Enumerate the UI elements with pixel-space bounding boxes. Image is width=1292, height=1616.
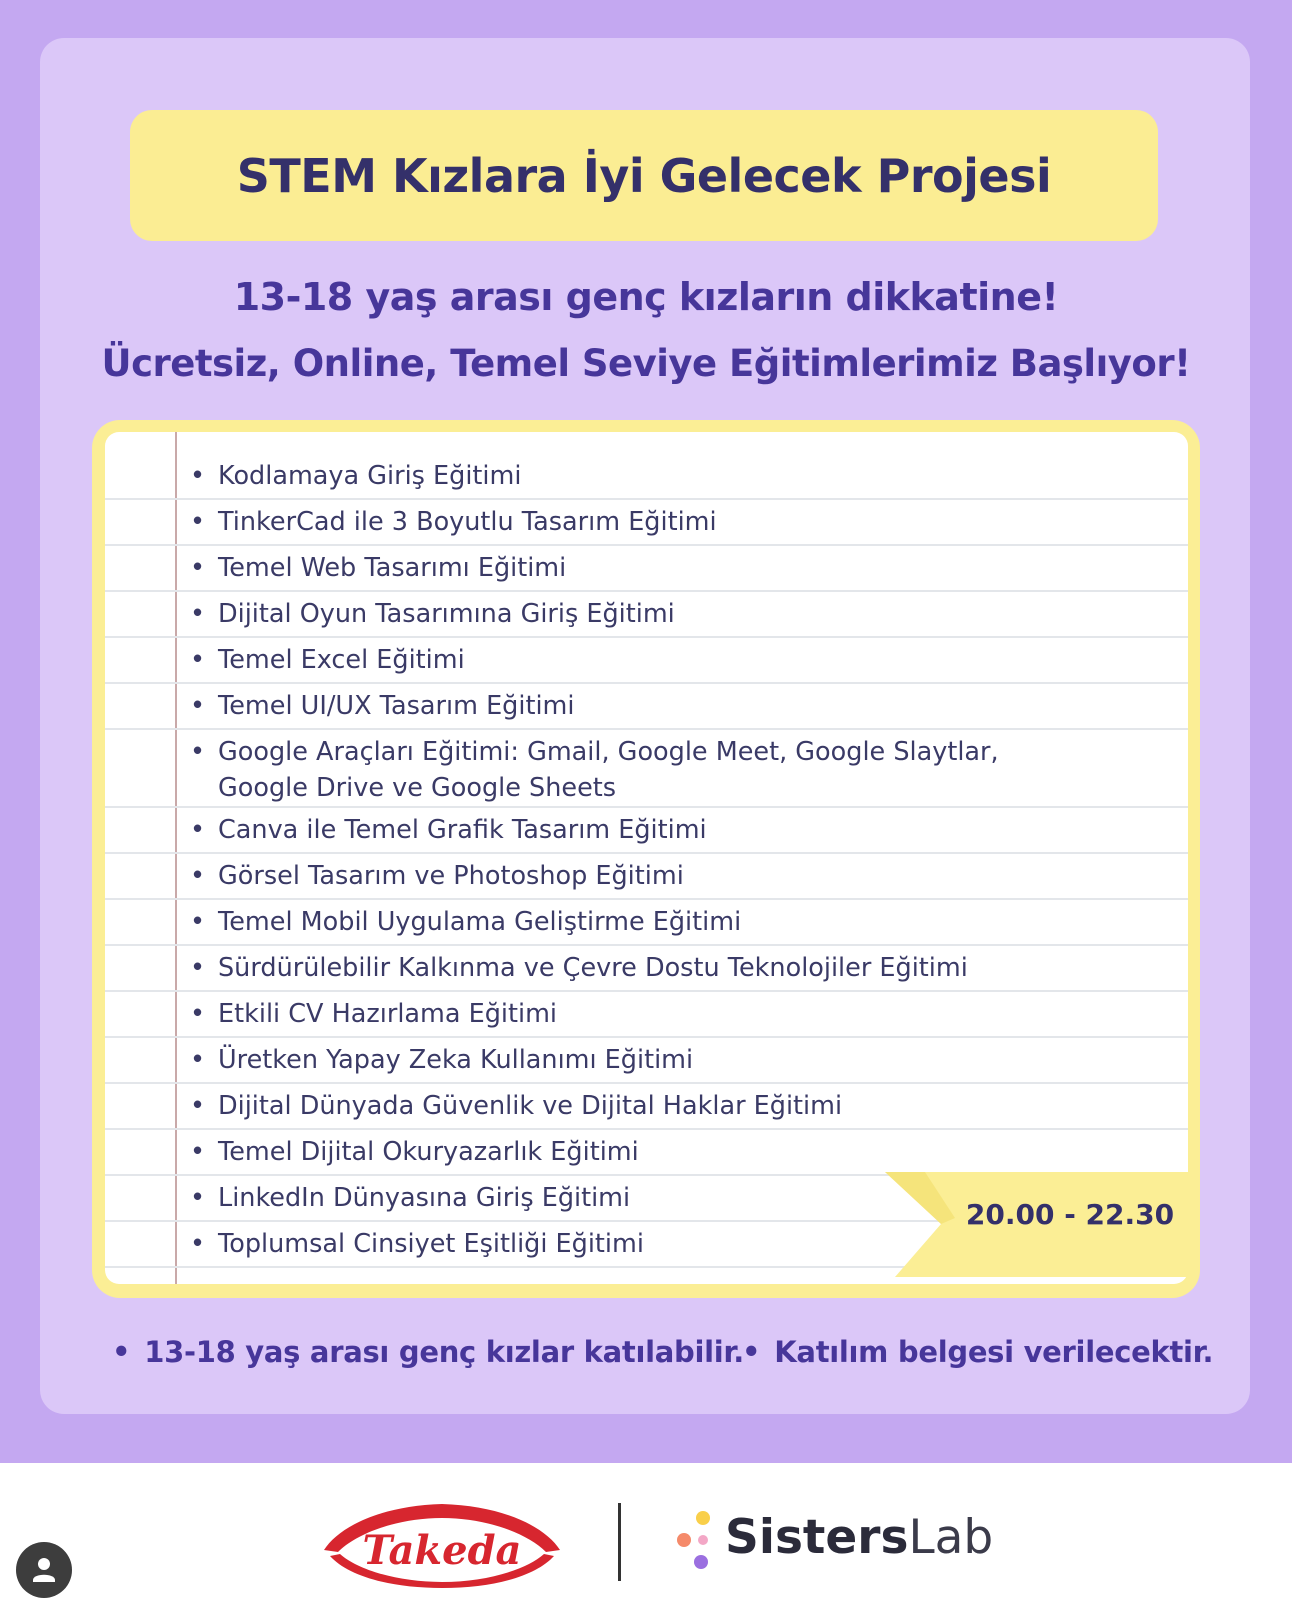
title-banner [130, 110, 1158, 241]
training-item: • Temel Web Tasarımı Eğitimi [190, 550, 1038, 586]
sisterslab-mark-icon [676, 1510, 716, 1574]
logo-divider [618, 1503, 621, 1581]
training-item: • TinkerCad ile 3 Boyutlu Tasarım Eğitimi [190, 504, 1038, 540]
training-item: • Temel Excel Eğitimi [190, 642, 1038, 678]
training-item: • Dijital Oyun Tasarımına Giriş Eğitimi [190, 596, 1038, 632]
notebook-paper [105, 432, 1188, 1284]
training-item: • Dijital Dünyada Güvenlik ve Dijital Haklar Eğitimi [190, 1088, 1038, 1124]
list-item [105, 946, 1188, 992]
subheading-free-online: Ücretsiz, Online, Temel Seviye Eğitimlerimiz Başlıyor! [101, 342, 1191, 385]
list-item [105, 454, 1188, 500]
training-item: • Sürdürülebilir Kalkınma ve Çevre Dostu Teknolojiler Eğitimi [190, 950, 1038, 986]
training-item: • Temel UI/UX Tasarım Eğitimi [190, 688, 1038, 724]
list-item [105, 808, 1188, 854]
footer [0, 1463, 1292, 1616]
list-item [105, 730, 1188, 808]
takeda-logo [318, 1498, 566, 1588]
sisterslab-logo [725, 1510, 993, 1565]
training-item: • Toplumsal Cinsiyet Eşitliği Eğitimi [190, 1226, 1038, 1262]
list-item [105, 500, 1188, 546]
training-item: • Canva ile Temel Grafik Tasarım Eğitimi [190, 812, 1038, 848]
takeda-wordmark: Takeda [362, 1527, 522, 1574]
note-certificate: • Katılım belgesi verilecektir. [742, 1335, 1214, 1369]
sisterslab-wordmark-bold: Sisters [725, 1510, 909, 1565]
user-avatar-icon[interactable] [16, 1542, 72, 1598]
list-item [105, 992, 1188, 1038]
list-item [105, 638, 1188, 684]
time-label: 20.00 - 22.30 [965, 1198, 1175, 1231]
list-item [105, 900, 1188, 946]
note-age-text: 13-18 yaş arası genç kızlar katılabilir. [144, 1335, 744, 1369]
list-item [105, 592, 1188, 638]
training-item: • Google Araçları Eğitimi: Gmail, Google Meet, Google Slaytlar, Google Drive ve Google Sheets [190, 734, 1038, 806]
note-certificate-text: Katılım belgesi verilecektir. [774, 1335, 1214, 1369]
poster-title: STEM Kızlara İyi Gelecek Projesi [236, 148, 1052, 203]
subheading-age: 13-18 yaş arası genç kızların dikkatine! [233, 275, 1059, 319]
list-item [105, 1130, 1188, 1176]
list-item [105, 546, 1188, 592]
list-item [105, 684, 1188, 730]
list-item [105, 1038, 1188, 1084]
list-item [105, 1084, 1188, 1130]
list-item [105, 854, 1188, 900]
training-item: • Temel Mobil Uygulama Geliştirme Eğitimi [190, 904, 1038, 940]
training-item: • Etkili CV Hazırlama Eğitimi [190, 996, 1038, 1032]
training-item: • Temel Dijital Okuryazarlık Eğitimi [190, 1134, 1038, 1170]
sisterslab-wordmark-light: Lab [908, 1510, 994, 1565]
training-list [105, 454, 1188, 1268]
note-age: • 13-18 yaş arası genç kızlar katılabilir. [112, 1335, 744, 1369]
training-item: • LinkedIn Dünyasına Giriş Eğitimi [190, 1180, 1038, 1216]
training-item: • Üretken Yapay Zeka Kullanımı Eğitimi [190, 1042, 1038, 1078]
training-item: • Kodlamaya Giriş Eğitimi [190, 458, 1038, 494]
training-item: • Görsel Tasarım ve Photoshop Eğitimi [190, 858, 1038, 894]
